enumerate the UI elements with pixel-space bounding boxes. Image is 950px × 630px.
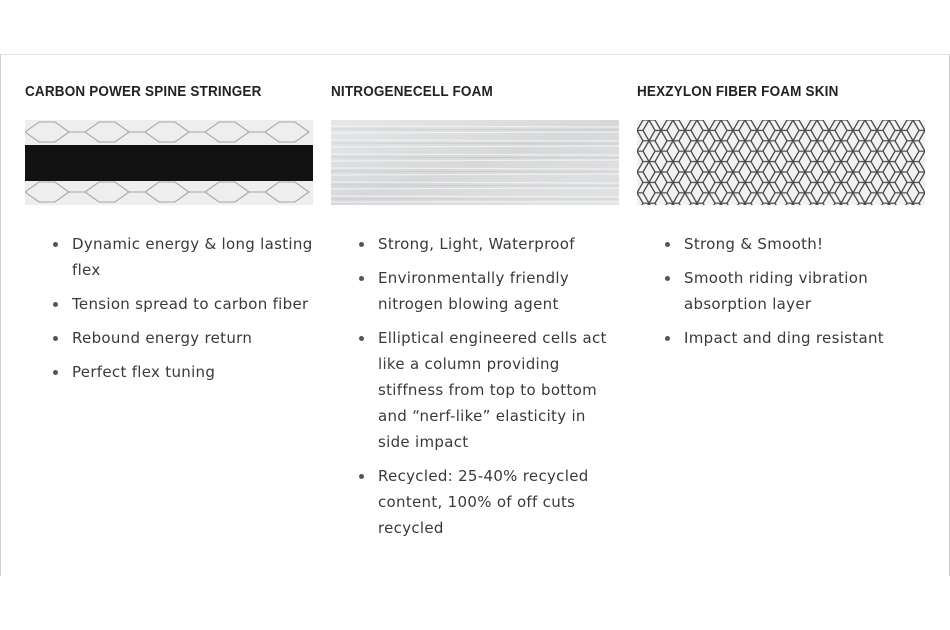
list-item: Recycled: 25-40% recycled content, 100% of off cuts recycled: [357, 463, 619, 541]
feature-list: [51, 231, 313, 393]
carbon-stringer-texture-image: [25, 120, 313, 205]
list-item: Elliptical engineered cells act like a column providing stiffness from top to bottom and “nerf-like” elasticity in side impact: [357, 325, 619, 455]
feature-column-foam: [331, 83, 619, 537]
feature-column-hexzylon: [637, 83, 925, 347]
list-item: Smooth riding vibration absorption layer: [663, 265, 925, 317]
feature-list: [357, 231, 619, 549]
column-title: CARBON POWER SPINE STRINGER: [25, 84, 262, 100]
list-item: Environmentally friendly nitrogen blowing agent: [357, 265, 619, 317]
hexagon-texture-image: [637, 120, 925, 205]
column-title: NITROGENECELL FOAM: [331, 84, 493, 100]
list-item: Dynamic energy & long lasting flex: [51, 231, 313, 283]
column-title: HEXZYLON FIBER FOAM SKIN: [637, 84, 839, 100]
list-item: Rebound energy return: [51, 325, 313, 351]
list-item: Strong & Smooth!: [663, 231, 925, 257]
list-item: Impact and ding resistant: [663, 325, 925, 351]
foam-texture-image: [331, 120, 619, 205]
feature-list: [663, 231, 925, 359]
list-item: Strong, Light, Waterproof: [357, 231, 619, 257]
feature-column-carbon: [25, 83, 313, 381]
list-item: Perfect flex tuning: [51, 359, 313, 385]
list-item: Tension spread to carbon fiber: [51, 291, 313, 317]
